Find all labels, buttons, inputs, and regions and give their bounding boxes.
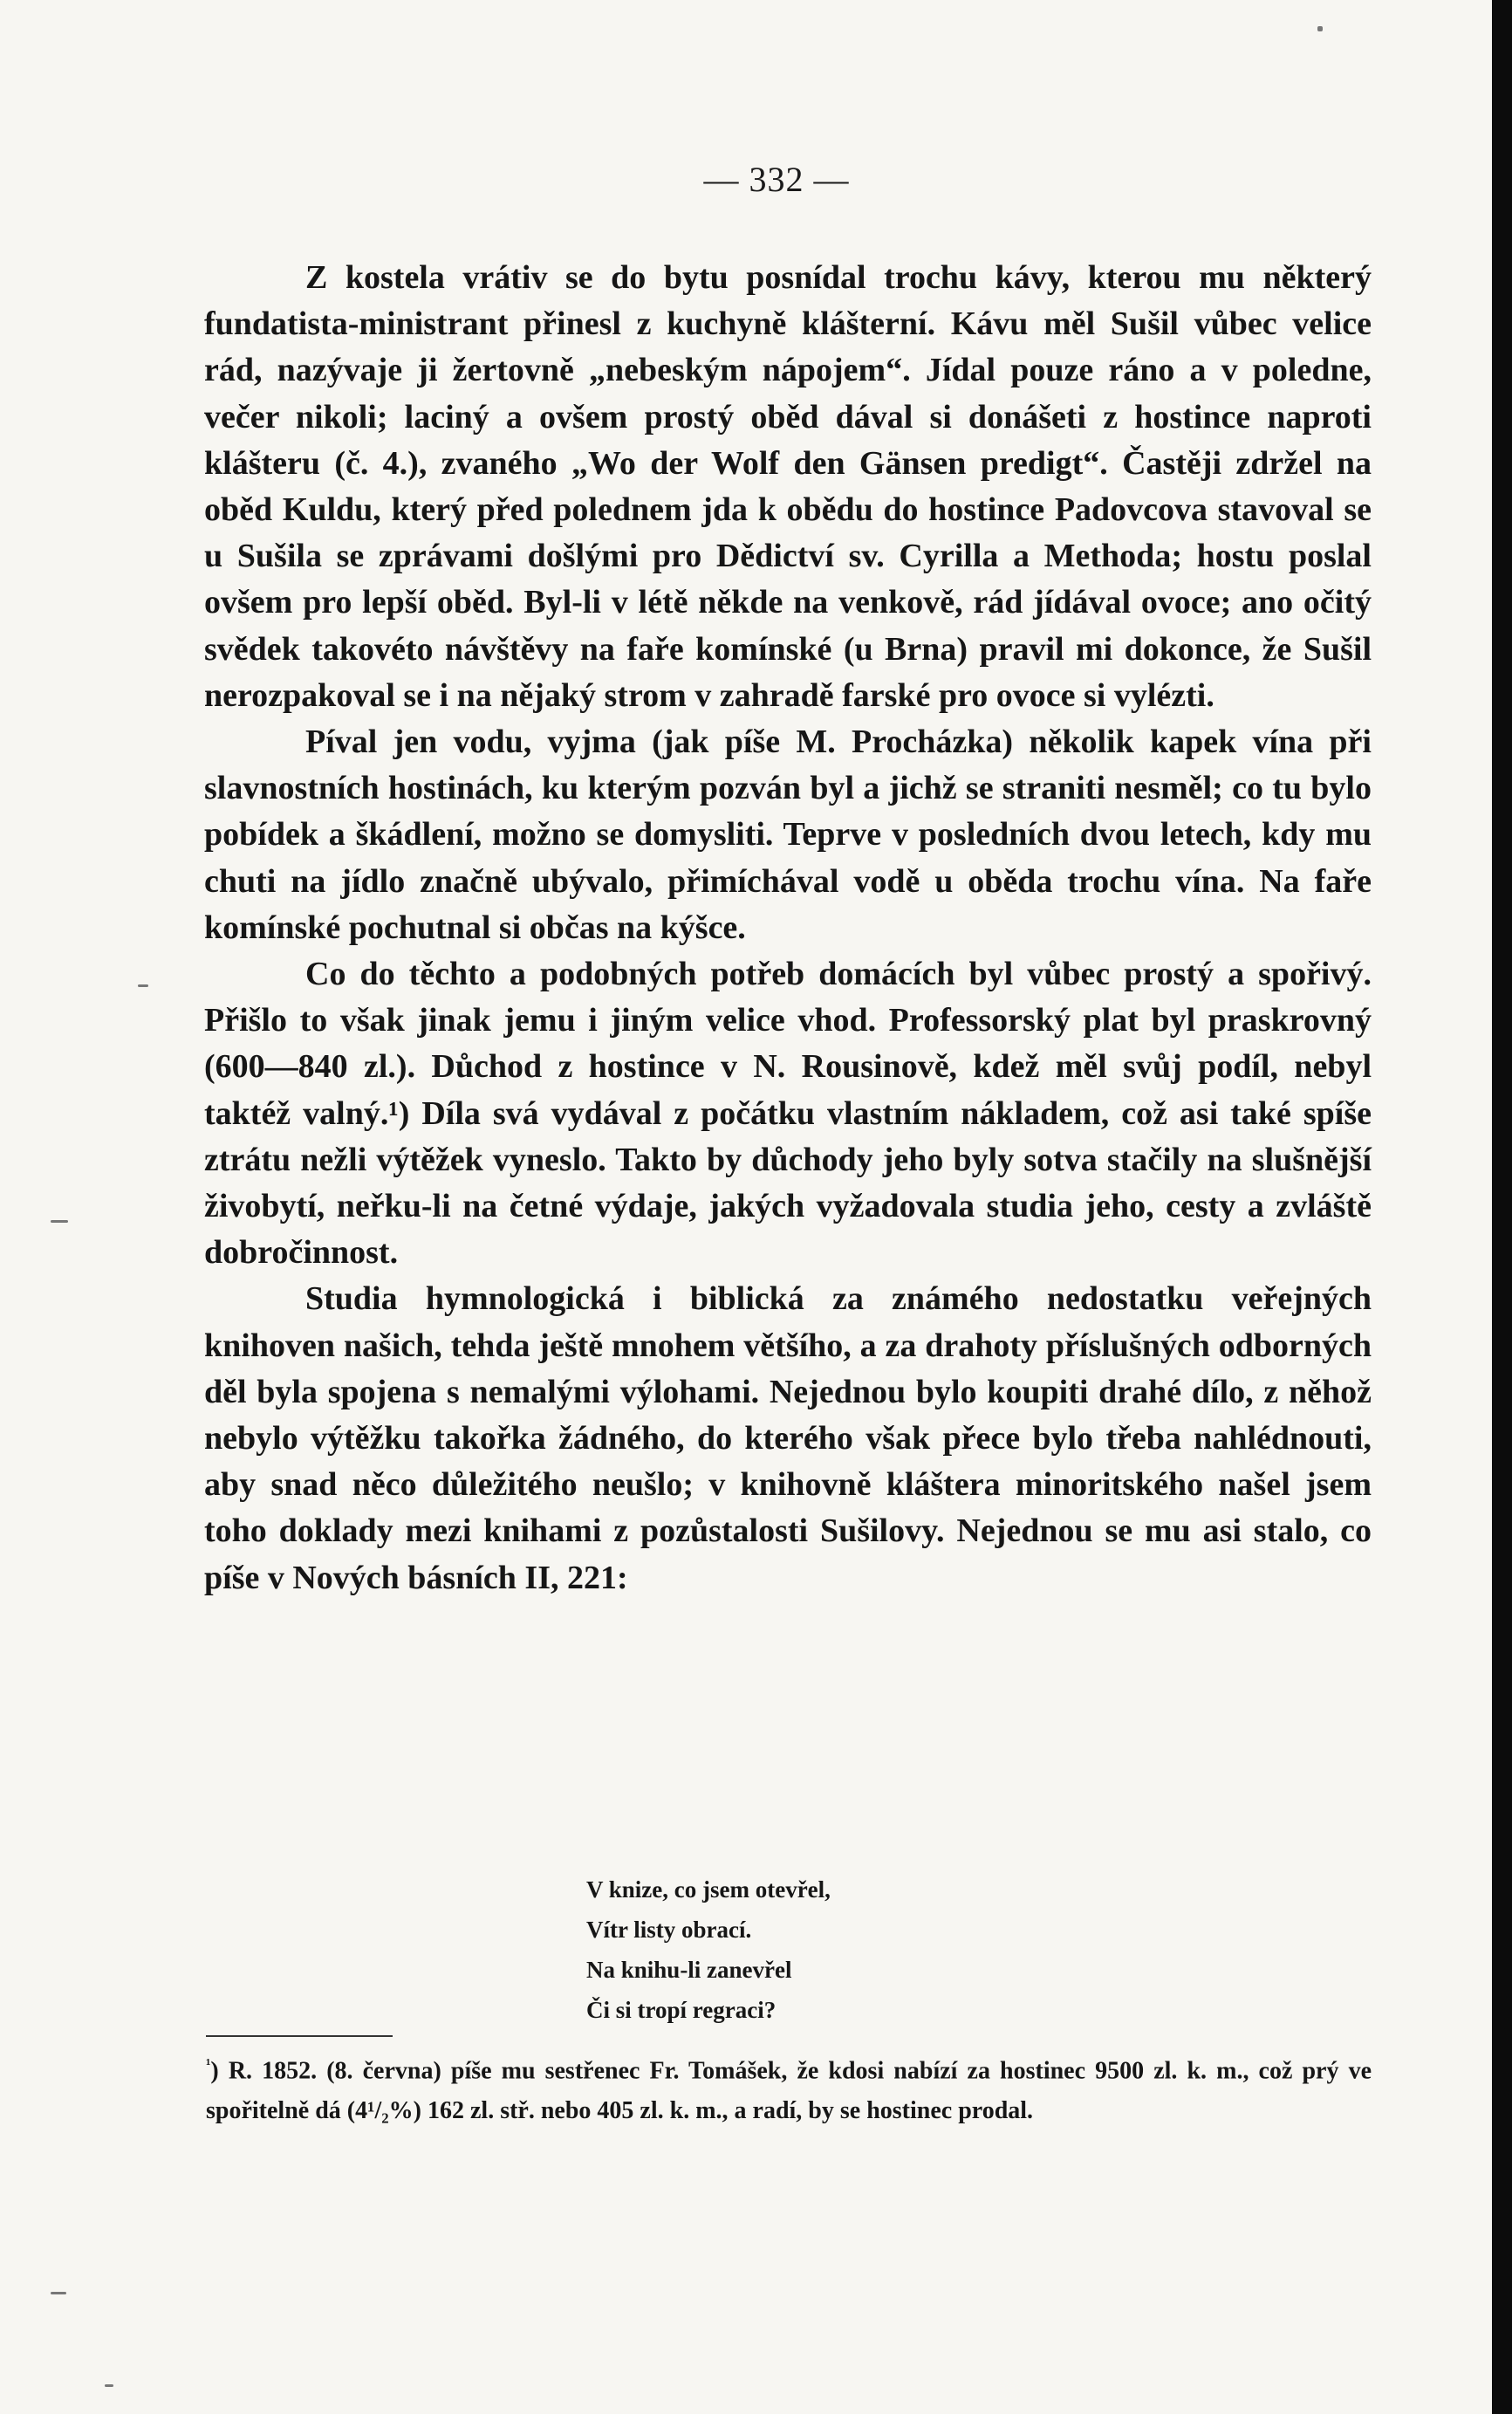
paragraph-drinking: Píval jen vodu, vyjma (jak píše M. Procházka) několik kapek vína při slavnostních hostinách, ku kterým pozván byl a jichž se straniti nesměl; co tu bylo pobídek a škádlení, možno se domysliti. Teprve v posledních dvou letech, kdy mu chuti na jídlo značně ubývalo, přimíchával vodě u oběda trochu vína. Na faře komínské pochutnal si občas na kýšce. <box>204 724 1372 946</box>
scan-speck <box>51 1220 68 1223</box>
scan-edge <box>1492 0 1512 2414</box>
verse-quote <box>586 1869 831 2030</box>
paragraph-studies: Studia hymnologická i biblická za známého nedostatku veřejných knihoven našich, tehda ještě mnohem většího, a za drahoty příslušných odborných děl byla spojena s nemalými výlohami. Nejednou bylo koupiti drahé dílo, z něhož nebylo výtěžku takořka žádného, do kterého však přece bylo třeba nahlédnouti, aby snad něco důležitého neušlo; v knihovně kláštera minoritského našel jsem toho doklady mezi knihami z pozůstalosti Sušilovy. Nejednou se mu asi stalo, co píše v Nových básních II, 221: <box>204 1280 1372 1596</box>
scan-speck <box>138 984 148 987</box>
footnote-text: ) R. 1852. (8. června) píše mu sestřenec Fr. Tomášek, že kdosi nabízí za hostinec 9500 zl. k. m., což prý ve spořitelně dá (4¹/₂%) 162 zl. stř. nebo 405 zl. k. m., a radí, by se hostinec prodal. <box>206 2057 1372 2125</box>
body-text <box>204 255 1372 1601</box>
footnote <box>206 2044 1372 2131</box>
verse-line: Vítr listy obrací. <box>586 1917 752 1943</box>
paragraph-income: Co do těchto a podobných potřeb domácích byl vůbec prostý a spořivý. Přišlo to však jinak jemu i jiným velice vhod. Professorský plat byl praskrovný (600—840 zl.). Důchod z hostince v N. Rousinově, kdež měl svůj podíl, nebyl taktéž valný.¹) Díla svá vydával z počátku vlastním nákladem, což asi také spíše ztrátu nežli výtěžek vyneslo. Takto by důchody jeho byly sotva stačily na slušnější živobytí, neřku-li na četné výdaje, jakých vyžadovala studia jeho, cesty a zvláště dobročinnost. <box>204 956 1372 1272</box>
scan-speck <box>1317 26 1323 31</box>
scan-speck <box>105 2384 113 2387</box>
scan-speck <box>51 2292 66 2294</box>
paragraph-breakfast: Z kostela vrátiv se do bytu posnídal trochu kávy, kterou mu některý fundatista-ministrant přinesl z kuchyně klášterní. Kávu měl Sušil vůbec velice rád, nazývaje ji žertovně „nebeským nápojem“. Jídal pouze ráno a v poledne, večer nikoli; laciný a ovšem prostý oběd dával si donášeti z hostince naproti klášteru (č. 4.), zvaného „Wo der Wolf den Gänsen predigt“. Častěji zdržel na oběd Kuldu, který před polednem jda k obědu do hostince Padovcova stavoval se u Sušila se zprávami došlými pro Dědictví sv. Cyrilla a Methoda; hostu poslal ovšem pro lepší oběd. Byl-li v létě někde na venkově, rád jídával ovoce; ano očitý svědek takovéto návštěvy na faře komínské (u Brna) pravil mi dokonce, že Sušil nerozpakoval se i na nějaký strom v zahradě farské pro ovoce si vylézti. <box>204 259 1372 714</box>
page-number: — 332 — <box>703 160 850 199</box>
verse-line: Či si tropí regraci? <box>586 1997 777 2023</box>
verse-line: V knize, co jsem otevřel, <box>586 1876 831 1903</box>
footnote-divider <box>206 2035 393 2037</box>
footnote-marker: ¹ <box>206 2055 211 2073</box>
verse-line: Na knihu-li zanevřel <box>586 1957 792 1983</box>
